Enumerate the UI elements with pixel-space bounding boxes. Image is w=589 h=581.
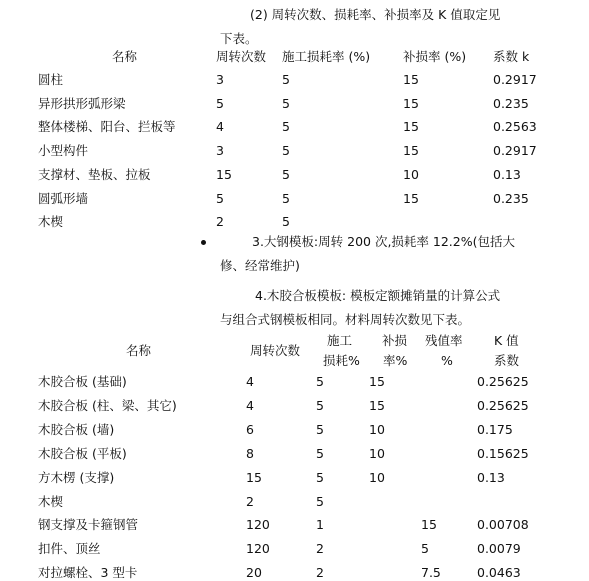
cell-name: 小型构件: [38, 143, 89, 159]
cell-residual-rate: 5: [421, 541, 429, 557]
cell-supplement-rate: 15: [403, 95, 419, 111]
cell-name: 木楔: [38, 214, 64, 230]
cell-name: 方木楞 (支撑): [38, 469, 115, 485]
cell-loss-rate: 5: [282, 143, 290, 159]
cell-supplement-rate: 15: [403, 190, 419, 206]
cell-loss-rate: 5: [316, 445, 324, 461]
header-resid-1: 残值率: [425, 333, 463, 348]
header-loss-rate: 施工损耗率 (%): [282, 49, 371, 64]
cell-residual-rate: 15: [421, 517, 437, 533]
cell-turnover: 15: [246, 469, 262, 485]
cell-loss-rate: 2: [316, 565, 324, 581]
cell-k: 0.00708: [477, 517, 529, 533]
cell-loss-rate: 5: [282, 72, 290, 87]
cell-turnover: 2: [246, 493, 254, 509]
cell-name: 木胶合板 (墙): [38, 421, 115, 437]
cell-supplement-rate: 10: [369, 469, 385, 485]
cell-k: 0.13: [493, 166, 521, 182]
cell-turnover: 2: [216, 214, 224, 230]
cell-supplement-rate: 10: [369, 421, 385, 437]
cell-name: 钢支撑及卡箍钢管: [38, 517, 139, 533]
cell-name: 支撑材、垫板、拉板: [38, 166, 151, 182]
header-k-2: 系数: [494, 353, 520, 368]
item-4-line-2: 与组合式钢模板相同。材料周转次数见下表。: [220, 312, 471, 327]
cell-name: 异形拱形弧形梁: [38, 95, 126, 111]
cell-loss-rate: 5: [316, 469, 324, 485]
cell-k: 0.0463: [477, 565, 521, 581]
cell-supplement-rate: 15: [369, 374, 385, 389]
cell-loss-rate: 5: [282, 119, 290, 135]
cell-turnover: 5: [216, 95, 224, 111]
cell-loss-rate: 5: [316, 493, 324, 509]
header-supp-1: 补损: [382, 333, 408, 348]
header-turnover: 周转次数: [216, 49, 267, 64]
item-3-line-2: 修、经常维护): [220, 258, 300, 273]
bullet-icon: [201, 240, 206, 245]
cell-residual-rate: 7.5: [421, 565, 441, 581]
cell-k: 0.235: [493, 190, 529, 206]
header-loss-2: 损耗%: [323, 353, 360, 368]
header-k-1: K 值: [494, 333, 519, 348]
cell-name: 对拉螺栓、3 型卡: [38, 565, 138, 581]
cell-turnover: 3: [216, 143, 224, 159]
cell-turnover: 6: [246, 421, 254, 437]
cell-turnover: 120: [246, 541, 270, 557]
cell-k: 0.25625: [477, 374, 529, 389]
cell-loss-rate: 5: [282, 190, 290, 206]
cell-loss-rate: 5: [282, 95, 290, 111]
cell-turnover: 20: [246, 565, 262, 581]
cell-loss-rate: 2: [316, 541, 324, 557]
cell-k: 0.2563: [493, 119, 537, 135]
cell-k: 0.15625: [477, 445, 529, 461]
item-3-line-1: 3.大钢模板:周转 200 次,损耗率 12.2%(包括大: [252, 234, 515, 249]
cell-supplement-rate: 15: [403, 119, 419, 135]
cell-k: 0.13: [477, 469, 505, 485]
cell-turnover: 4: [216, 119, 224, 135]
cell-supplement-rate: 10: [403, 166, 419, 182]
cell-k: 0.2917: [493, 72, 537, 87]
cell-turnover: 8: [246, 445, 254, 461]
cell-k: 0.175: [477, 421, 513, 437]
header-supp-2: 率%: [383, 353, 408, 368]
cell-name: 木胶合板 (平板): [38, 445, 127, 461]
cell-turnover: 15: [216, 166, 232, 182]
cell-turnover: 4: [246, 397, 254, 413]
cell-name: 圆弧形墙: [38, 190, 89, 206]
cell-supplement-rate: 15: [403, 143, 419, 159]
cell-turnover: 5: [216, 190, 224, 206]
cell-k: 0.0079: [477, 541, 521, 557]
cell-name: 扣件、顶丝: [38, 541, 101, 557]
cell-loss-rate: 5: [316, 397, 324, 413]
header-name: 名称: [112, 49, 138, 64]
cell-name: 整体楼梯、阳台、拦板等: [38, 119, 176, 135]
header-loss-1: 施工: [327, 333, 353, 348]
intro-line-1: (2) 周转次数、损耗率、补损率及 K 值取定见: [250, 7, 501, 22]
cell-turnover: 120: [246, 517, 270, 533]
header-turnover: 周转次数: [250, 343, 301, 358]
cell-name: 木胶合板 (基础): [38, 374, 127, 389]
header-k: 系数 k: [493, 49, 530, 64]
cell-name: 木楔: [38, 493, 64, 509]
cell-turnover: 3: [216, 72, 224, 87]
intro-line-2: 下表。: [220, 31, 258, 46]
header-supplement-rate: 补损率 (%): [403, 49, 467, 64]
cell-loss-rate: 5: [316, 421, 324, 437]
cell-k: 0.235: [493, 95, 529, 111]
header-name: 名称: [126, 343, 152, 358]
cell-loss-rate: 5: [316, 374, 324, 389]
cell-loss-rate: 5: [282, 166, 290, 182]
cell-turnover: 4: [246, 374, 254, 389]
cell-loss-rate: 5: [282, 214, 290, 230]
header-resid-2: %: [441, 353, 453, 368]
cell-loss-rate: 1: [316, 517, 324, 533]
item-4-line-1: 4.木胶合板模板: 模板定额摊销量的计算公式: [255, 288, 501, 303]
cell-name: 圆柱: [38, 72, 64, 87]
cell-supplement-rate: 10: [369, 445, 385, 461]
cell-supplement-rate: 15: [369, 397, 385, 413]
cell-supplement-rate: 15: [403, 72, 419, 87]
cell-name: 木胶合板 (柱、梁、其它): [38, 397, 177, 413]
cell-k: 0.25625: [477, 397, 529, 413]
cell-k: 0.2917: [493, 143, 537, 159]
